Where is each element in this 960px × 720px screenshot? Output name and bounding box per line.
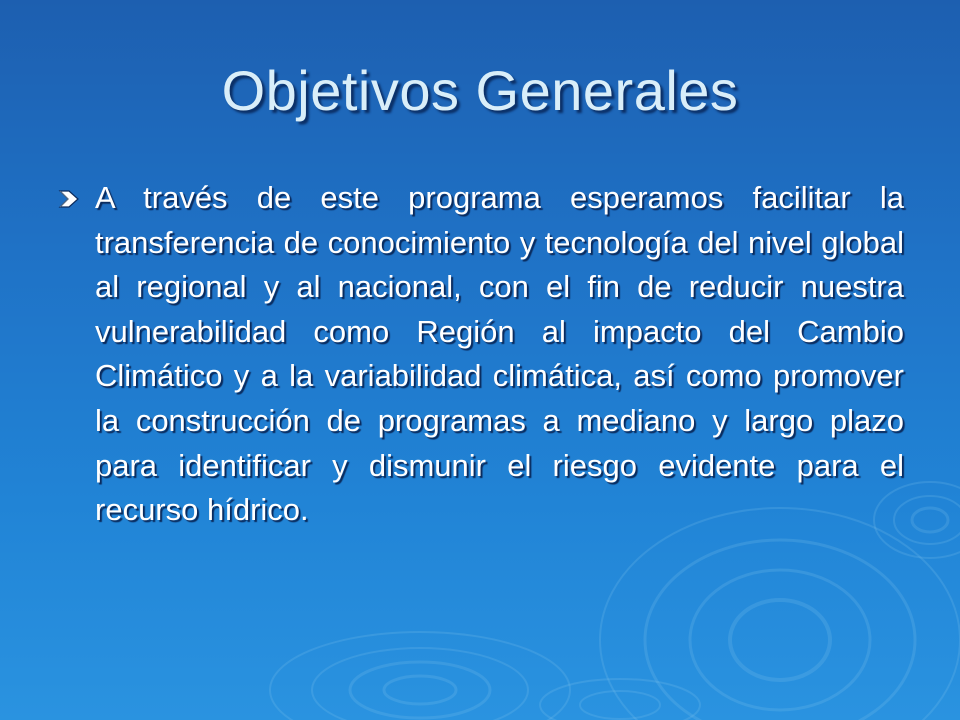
arrow-bullet-icon [58,188,80,210]
bullet-item [58,176,904,533]
bullet-text: A través de este programa esperamos facilitar la transferencia de conocimiento y tecnología del nivel global al regional y al nacional, con el fin de reducir nuestra vulnerabilidad como Región al impacto del Cambio Climático y a la variabilidad climática, así como promover la construcción de programas a mediano y largo plazo para identificar y dismunir el riesgo evidente para el recurso hídrico. [95,180,904,528]
slide-title: Objetivos Generales [221,59,739,122]
